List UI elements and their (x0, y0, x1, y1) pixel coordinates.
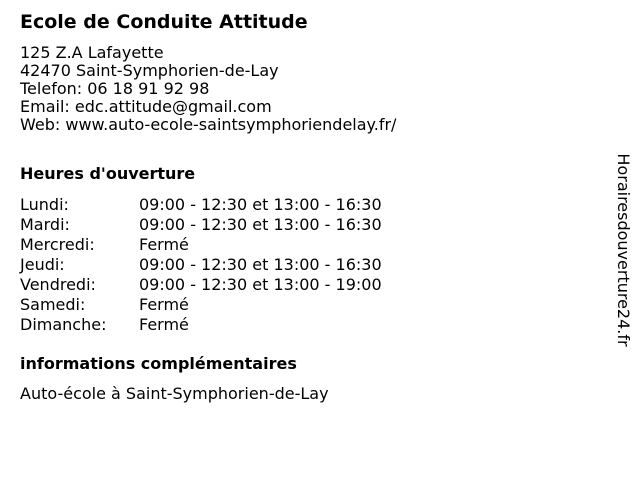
time-value: 09:00 - 12:30 et 13:00 - 16:30 (139, 195, 382, 214)
day-label: Jeudi: (20, 255, 65, 274)
time-value: Fermé (139, 295, 189, 314)
time-value: 09:00 - 12:30 et 13:00 - 19:00 (139, 275, 382, 294)
day-label: Lundi: (20, 195, 69, 214)
site-watermark: Horairesdouverture24.fr (614, 153, 633, 347)
phone-line: Telefon: 06 18 91 92 98 (20, 79, 210, 98)
day-label: Samedi: (20, 295, 86, 314)
day-label: Mardi: (20, 215, 70, 234)
info-text: Auto-école à Saint-Symphorien-de-Lay (20, 384, 329, 403)
address-line-1: 125 Z.A Lafayette (20, 43, 164, 62)
email-line: Email: edc.attitude@gmail.com (20, 97, 272, 116)
time-value: 09:00 - 12:30 et 13:00 - 16:30 (139, 215, 382, 234)
address-line-2: 42470 Saint-Symphorien-de-Lay (20, 61, 279, 80)
time-value: 09:00 - 12:30 et 13:00 - 16:30 (139, 255, 382, 274)
contact-block (20, 44, 396, 134)
web-line: Web: www.auto-ecole-saintsymphoriendelay.fr/ (20, 115, 397, 134)
hours-heading: Heures d'ouverture (20, 164, 196, 183)
time-value: Fermé (139, 315, 189, 334)
info-heading: informations complémentaires (20, 354, 297, 373)
day-label: Vendredi: (20, 275, 96, 294)
time-value: Fermé (139, 235, 189, 254)
business-name: Ecole de Conduite Attitude (20, 11, 308, 33)
day-label: Mercredi: (20, 235, 95, 254)
day-label: Dimanche: (20, 315, 107, 334)
